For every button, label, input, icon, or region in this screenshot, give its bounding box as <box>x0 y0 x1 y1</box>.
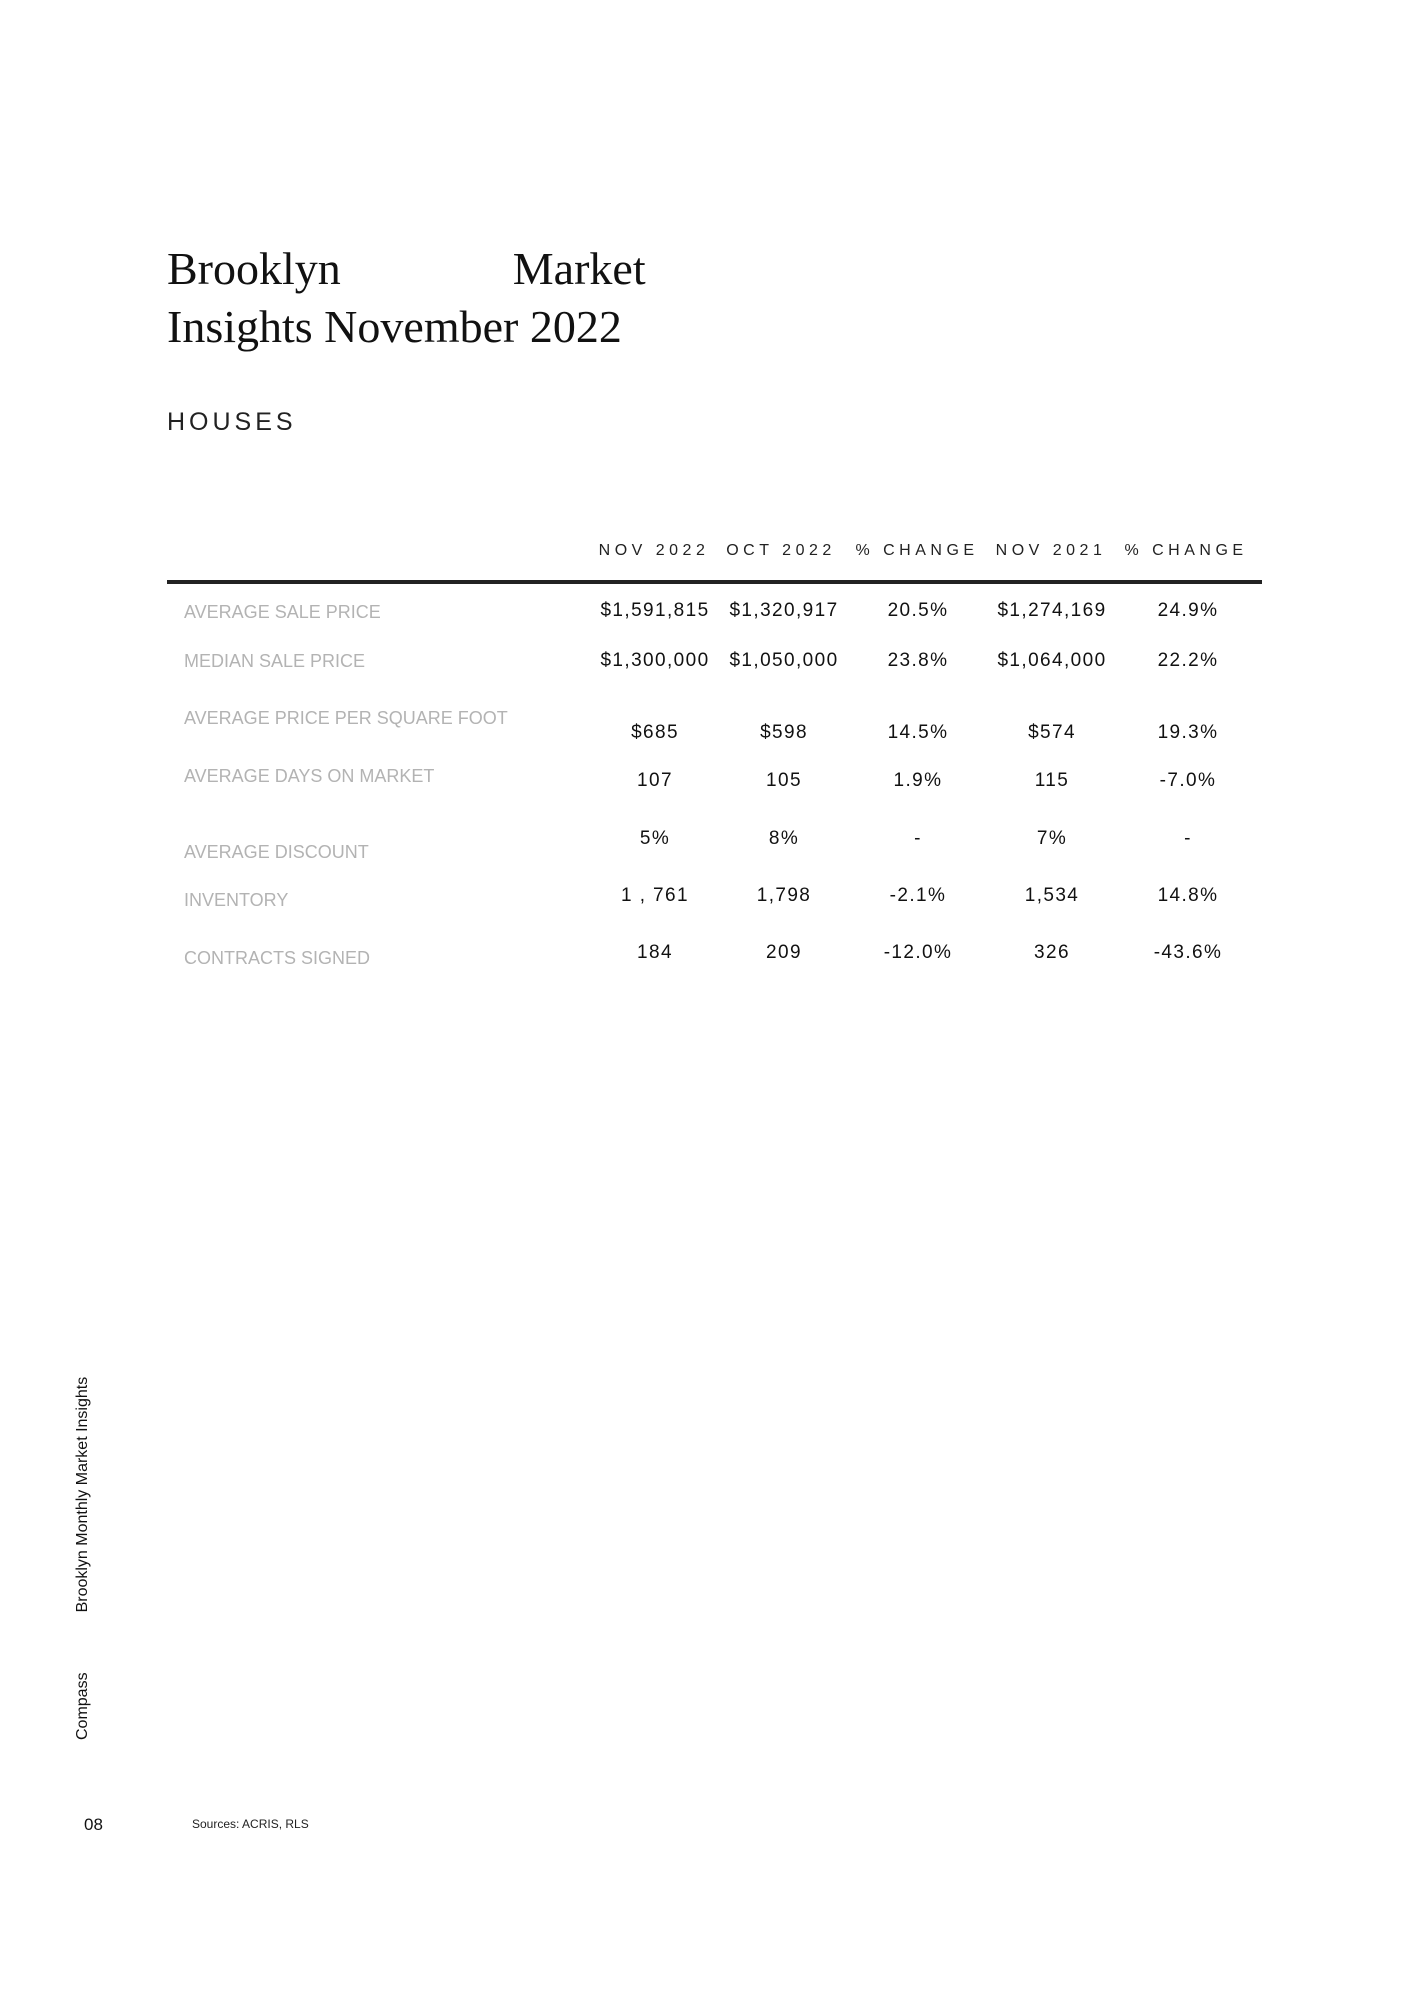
market-stats-table <box>167 536 1262 968</box>
table-cell: $1,300,000 <box>600 650 710 671</box>
table-cell: 23.8% <box>887 650 949 671</box>
table-cell: 7% <box>1036 828 1068 849</box>
table-cell: - <box>1184 828 1192 849</box>
row-label: INVENTORY <box>184 890 289 910</box>
column-header-nov-2021: NOV 2021 <box>995 542 1107 559</box>
table-cell: 107 <box>637 770 673 791</box>
table-cell: 326 <box>1034 942 1070 963</box>
title-word-market: Market <box>512 243 646 294</box>
section-heading: HOUSES <box>167 408 297 436</box>
page-title <box>167 240 727 356</box>
header-divider <box>167 580 1262 584</box>
table-cell: -2.1% <box>889 885 947 906</box>
table-cell: 14.5% <box>887 722 949 743</box>
table-cell: $598 <box>760 722 808 743</box>
table-cell: 20.5% <box>887 600 949 621</box>
table-cell: $574 <box>1028 722 1076 743</box>
table-cell: 14.8% <box>1157 885 1219 906</box>
table-cell: 8% <box>768 828 800 849</box>
brand-name: Compass <box>74 1672 91 1740</box>
title-word-brooklyn: Brooklyn <box>167 243 341 294</box>
table-cell: - <box>914 828 922 849</box>
column-header-pct-change-month: % CHANGE <box>855 542 979 559</box>
table-cell: $685 <box>631 722 679 743</box>
table-cell: $1,050,000 <box>729 650 839 671</box>
table-cell: 105 <box>766 770 802 791</box>
table-cell: 1,798 <box>756 885 812 906</box>
page-number: 08 <box>84 1815 103 1834</box>
row-label: AVERAGE PRICE PER SQUARE FOOT <box>184 708 508 728</box>
row-label: AVERAGE DAYS ON MARKET <box>184 766 435 786</box>
table-cell: 115 <box>1034 770 1070 791</box>
sources-note: Sources: ACRIS, RLS <box>192 1817 309 1831</box>
row-label: AVERAGE SALE PRICE <box>184 602 381 622</box>
table-cell: 19.3% <box>1157 722 1219 743</box>
table-cell: -43.6% <box>1153 942 1223 963</box>
table-cell: 5% <box>639 828 671 849</box>
table-cell: $1,274,169 <box>997 600 1107 621</box>
table-cell: -7.0% <box>1159 770 1217 791</box>
column-header-pct-change-year: % CHANGE <box>1124 542 1248 559</box>
publication-name: Brooklyn Monthly Market Insights <box>74 1376 91 1613</box>
row-label: CONTRACTS SIGNED <box>184 948 371 968</box>
table-cell: 24.9% <box>1157 600 1219 621</box>
table-cell: 22.2% <box>1157 650 1219 671</box>
table-cell: $1,320,917 <box>729 600 839 621</box>
table-cell: 184 <box>637 942 673 963</box>
table-cell: -12.0% <box>883 942 953 963</box>
column-header-nov-2022: NOV 2022 <box>598 542 710 559</box>
table-cell: 1.9% <box>893 770 943 791</box>
table-header <box>167 536 1262 582</box>
table-cell: 1,534 <box>1024 885 1080 906</box>
table-cell: $1,591,815 <box>600 600 710 621</box>
table-cell: 1 , 761 <box>621 885 689 906</box>
title-line-2: Insights November 2022 <box>167 301 622 352</box>
table-cell: 209 <box>766 942 802 963</box>
column-header-oct-2022: OCT 2022 <box>726 542 836 559</box>
table-cell: $1,064,000 <box>997 650 1107 671</box>
row-label: AVERAGE DISCOUNT <box>184 842 369 862</box>
row-label: MEDIAN SALE PRICE <box>184 651 366 671</box>
